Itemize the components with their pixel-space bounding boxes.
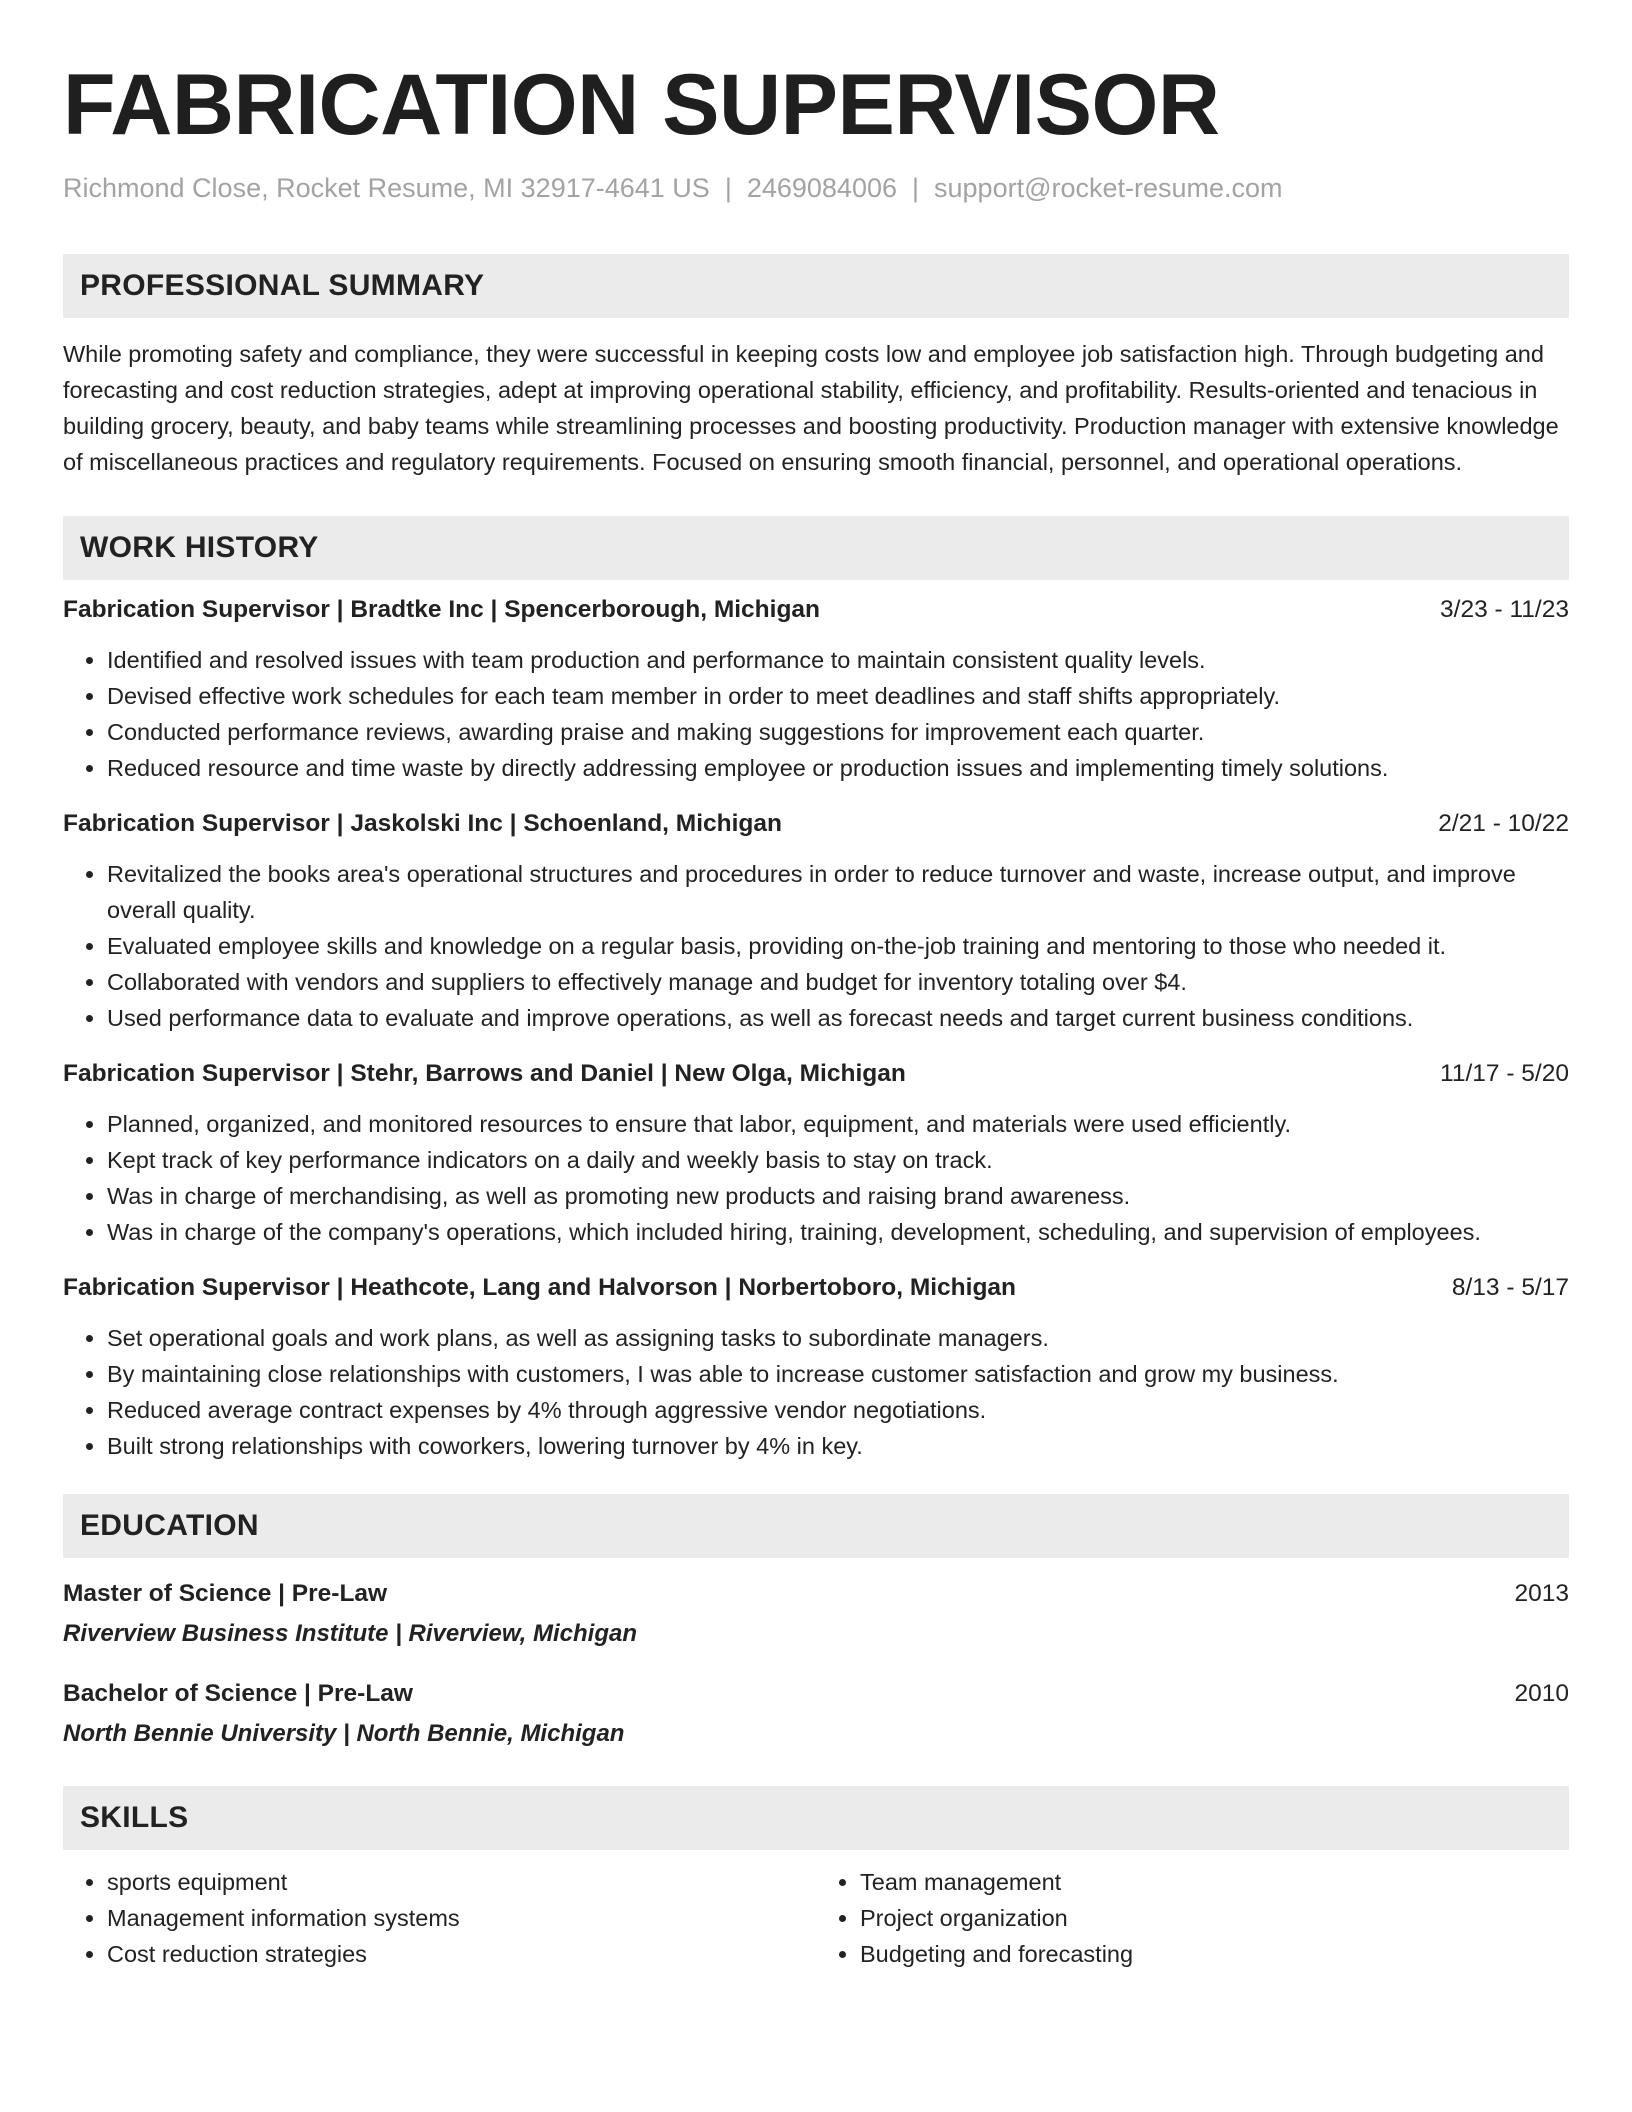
job-bullet: • Evaluated employee skills and knowledge on a regular basis, providing on-the-job training and mentoring to those who needed it. <box>107 928 1569 964</box>
contact-email: support@rocket-resume.com <box>934 173 1283 203</box>
job-header <box>63 1056 1569 1092</box>
job-bullet: • Kept track of key performance indicators on a daily and weekly basis to stay on track. <box>107 1142 1569 1178</box>
job-bullets <box>63 1320 1569 1464</box>
job-bullet: • Reduced average contract expenses by 4% through aggressive vendor negotiations. <box>107 1392 1569 1428</box>
contact-line <box>63 172 1569 204</box>
job-header <box>63 592 1569 628</box>
skills-column-left <box>63 1864 816 1972</box>
job-bullet: • Set operational goals and work plans, as well as assigning tasks to subordinate managers. <box>107 1320 1569 1356</box>
contact-separator: | <box>912 173 920 203</box>
job-bullets <box>63 856 1569 1036</box>
job-bullet: • Conducted performance reviews, awarding praise and making suggestions for improvement each quarter. <box>107 714 1569 750</box>
skill-item: • Budgeting and forecasting <box>860 1936 1569 1972</box>
contact-phone: 2469084006 <box>746 173 897 203</box>
job-bullet: • Collaborated with vendors and suppliers to effectively manage and budget for inventory totaling over $4. <box>107 964 1569 1000</box>
education-year: 2013 <box>1514 1580 1569 1608</box>
skill-item: • Team management <box>860 1864 1569 1900</box>
job-title: Fabrication Supervisor | Bradtke Inc | Spencerborough, Michigan <box>63 596 821 624</box>
education-header <box>63 1576 1569 1612</box>
contact-separator: | <box>724 173 732 203</box>
job-bullets <box>63 1106 1569 1250</box>
job-date: 8/13 - 5/17 <box>1451 1274 1569 1302</box>
candidate-name: FABRICATION SUPERVISOR <box>63 57 1220 153</box>
section-title-work-history: WORK HISTORY <box>63 516 1569 580</box>
education-degree: Bachelor of Science | Pre-Law <box>63 1680 413 1708</box>
job-bullet: • Reduced resource and time waste by directly addressing employee or production issues and implementing timely solutions. <box>107 750 1569 786</box>
job-entry <box>63 1270 1569 1464</box>
job-bullets <box>63 642 1569 786</box>
skills-column-right <box>816 1864 1569 1972</box>
education-entry <box>63 1676 1569 1752</box>
job-bullet: • Identified and resolved issues with team production and performance to maintain consistent quality levels. <box>107 642 1569 678</box>
education-header <box>63 1676 1569 1712</box>
education-school: North Bennie University | North Bennie, Michigan <box>63 1720 625 1748</box>
skill-item: • sports equipment <box>107 1864 816 1900</box>
job-date: 11/17 - 5/20 <box>1440 1060 1569 1088</box>
job-title: Fabrication Supervisor | Heathcote, Lang and Halvorson | Norbertoboro, Michigan <box>63 1274 1016 1302</box>
job-date: 3/23 - 11/23 <box>1440 596 1569 624</box>
education-entry <box>63 1576 1569 1652</box>
contact-address: Richmond Close, Rocket Resume, MI 32917-4641 US <box>63 173 710 203</box>
job-bullet: • By maintaining close relationships with customers, I was able to increase customer satisfaction and grow my business. <box>107 1356 1569 1392</box>
job-bullet: • Revitalized the books area's operational structures and procedures in order to reduce turnover and waste, increase output, and improve overall quality. <box>107 856 1569 928</box>
summary-text: While promoting safety and compliance, they were successful in keeping costs low and employee job satisfaction high. Through budgeting and forecasting and cost reduction strategies, adept at improving operational stability, efficiency, and profitability. Results-oriented and tenacious in building grocery, beauty, and baby teams while streamlining processes and boosting productivity. Production manager with extensive knowledge of miscellaneous practices and regulatory requirements. Focused on ensuring smooth financial, personnel, and operational operations. <box>63 341 1559 476</box>
job-title: Fabrication Supervisor | Jaskolski Inc | Schoenland, Michigan <box>63 810 782 838</box>
job-bullet: • Was in charge of the company's operations, which included hiring, training, development, scheduling, and supervision of employees. <box>107 1214 1569 1250</box>
job-entry <box>63 806 1569 1036</box>
education-year: 2010 <box>1514 1680 1569 1708</box>
skills-list <box>63 1864 1569 1972</box>
skill-item: • Cost reduction strategies <box>107 1936 816 1972</box>
job-bullet: • Was in charge of merchandising, as well as promoting new products and raising brand awareness. <box>107 1178 1569 1214</box>
job-header <box>63 1270 1569 1306</box>
job-bullet: • Built strong relationships with coworkers, lowering turnover by 4% in key. <box>107 1428 1569 1464</box>
job-date: 2/21 - 10/22 <box>1438 810 1569 838</box>
job-bullet: • Used performance data to evaluate and improve operations, as well as forecast needs and target current business conditions. <box>107 1000 1569 1036</box>
skill-item: • Management information systems <box>107 1900 816 1936</box>
education-degree: Master of Science | Pre-Law <box>63 1580 388 1608</box>
job-header <box>63 806 1569 842</box>
education-school: Riverview Business Institute | Riverview, Michigan <box>63 1620 638 1648</box>
skill-item: • Project organization <box>860 1900 1569 1936</box>
section-title-summary: PROFESSIONAL SUMMARY <box>63 254 1569 318</box>
job-entry <box>63 1056 1569 1250</box>
job-bullet: • Planned, organized, and monitored resources to ensure that labor, equipment, and materials were used efficiently. <box>107 1106 1569 1142</box>
section-title-skills: SKILLS <box>63 1786 1569 1850</box>
job-bullet: • Devised effective work schedules for each team member in order to meet deadlines and staff shifts appropriately. <box>107 678 1569 714</box>
job-title: Fabrication Supervisor | Stehr, Barrows and Daniel | New Olga, Michigan <box>63 1060 906 1088</box>
job-entry <box>63 592 1569 786</box>
section-title-education: EDUCATION <box>63 1494 1569 1558</box>
